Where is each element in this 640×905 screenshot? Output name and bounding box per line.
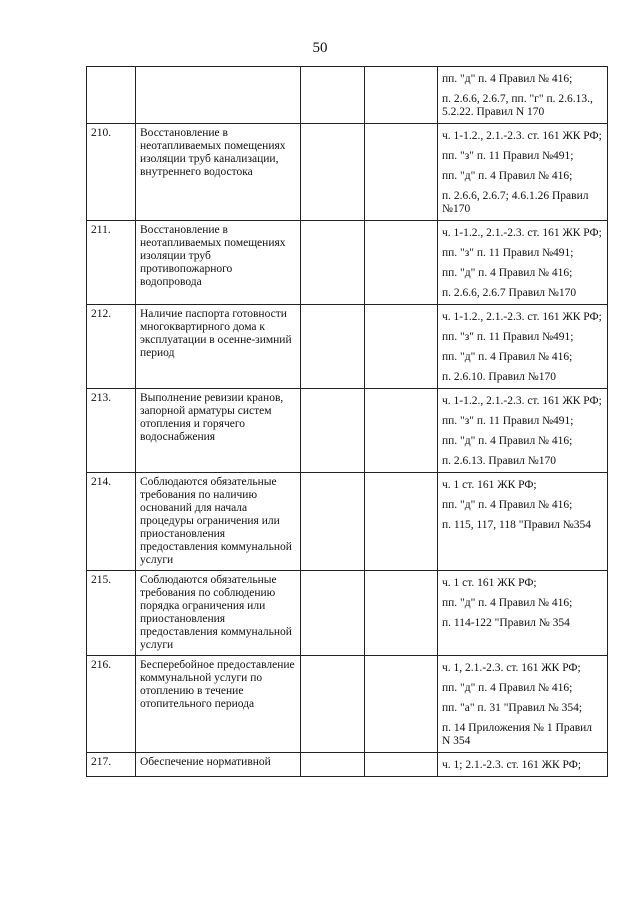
legal-reference: пп. "з" п. 11 Правил №491; (442, 247, 574, 259)
legal-reference: ч. 1-1.2., 2.1.-2.3. ст. 161 ЖК РФ; (442, 395, 602, 407)
empty-cell (301, 753, 365, 777)
legal-reference: пп. "д" п. 4 Правил № 416; (442, 351, 573, 363)
legal-reference: пп. "д" п. 4 Правил № 416; (442, 435, 573, 447)
legal-reference: пп. "з" п. 11 Правил №491; (442, 331, 574, 343)
row-number: 210. (87, 124, 136, 221)
legal-reference: пп. "д" п. 4 Правил № 416; (442, 499, 573, 511)
empty-cell (365, 389, 438, 473)
legal-reference: ч. 1-1.2., 2.1.-2.3. ст. 161 ЖК РФ; (442, 130, 602, 142)
legal-reference: пп. "з" п. 11 Правил №491; (442, 150, 574, 162)
row-number: 217. (87, 753, 136, 777)
empty-cell (365, 67, 438, 124)
row-number: 211. (87, 221, 136, 305)
requirement-description: Восстановление в неотапливаемых помещениях изоляции труб противопожарного водопровода (136, 221, 301, 305)
row-number: 212. (87, 305, 136, 389)
legal-reference: п. 115, 117, 118 "Правил №354 (442, 519, 592, 531)
empty-cell (365, 571, 438, 656)
empty-cell (301, 473, 365, 571)
table-row (87, 305, 608, 389)
legal-reference: ч. 1 ст. 161 ЖК РФ; (442, 479, 537, 491)
row-number: 216. (87, 656, 136, 753)
requirement-description: Восстановление в неотапливаемых помещениях изоляции труб канализации, внутреннего водостока (136, 124, 301, 221)
legal-reference: пп. "д" п. 4 Правил № 416; (442, 73, 573, 85)
legal-reference: пп. "д" п. 4 Правил № 416; (442, 170, 573, 182)
empty-cell (365, 221, 438, 305)
legal-references (438, 389, 608, 473)
legal-reference: пп. "д" п. 4 Правил № 416; (442, 682, 573, 694)
row-number: 215. (87, 571, 136, 656)
empty-cell (365, 753, 438, 777)
empty-cell (301, 67, 365, 124)
legal-reference: п. 2.6.6, 2.6.7; 4.6.1.26 Правил №170 (442, 190, 589, 215)
empty-cell (365, 473, 438, 571)
table-row (87, 473, 608, 571)
table-row (87, 753, 608, 777)
legal-references (438, 571, 608, 656)
table-row (87, 571, 608, 656)
legal-reference: п. 114-122 "Правил № 354 (442, 617, 570, 629)
legal-references (438, 473, 608, 571)
row-number (87, 67, 136, 124)
requirement-description (136, 67, 301, 124)
table-row (87, 67, 608, 124)
legal-reference: п. 14 Приложения № 1 Правил N 354 (442, 722, 593, 747)
legal-reference: ч. 1 ст. 161 ЖК РФ; (442, 577, 537, 589)
legal-reference: п. 2.6.13. Правил №170 (442, 455, 556, 467)
legal-references (438, 124, 608, 221)
legal-reference: ч. 1, 2.1.-2.3. ст. 161 ЖК РФ; (442, 662, 581, 674)
requirement-description: Бесперебойное предоставление коммунальной услуги по отоплению в течение отопительного периода (136, 656, 301, 753)
empty-cell (301, 305, 365, 389)
legal-references (438, 656, 608, 753)
table-row (87, 221, 608, 305)
legal-reference: п. 2.6.6, 2.6.7 Правил №170 (442, 287, 577, 299)
legal-reference: пп. "д" п. 4 Правил № 416; (442, 267, 573, 279)
legal-reference: ч. 1-1.2., 2.1.-2.3. ст. 161 ЖК РФ; (442, 311, 602, 323)
legal-reference: пп. "з" п. 11 Правил №491; (442, 415, 574, 427)
empty-cell (365, 124, 438, 221)
legal-references (438, 305, 608, 389)
requirement-description: Наличие паспорта готовности многоквартирного дома к эксплуатации в осенне-зимний период (136, 305, 301, 389)
page-number: 50 (312, 40, 328, 56)
table-row (87, 656, 608, 753)
requirement-description: Соблюдаются обязательные требования по наличию оснований для начала процедуры ограничения или приостановления предоставления коммунальной услуги (136, 473, 301, 571)
legal-reference: п. 2.6.6, 2.6.7, пп. "г" п. 2.6.13., 5.2.22. Правил N 170 (442, 93, 593, 118)
requirement-description: Соблюдаются обязательные требования по соблюдению порядка ограничения или приостановления предоставления коммунальной услуги (136, 571, 301, 656)
legal-reference: ч. 1; 2.1.-2.3. ст. 161 ЖК РФ; (442, 759, 582, 771)
legal-references (438, 67, 608, 124)
table-row (87, 124, 608, 221)
empty-cell (301, 124, 365, 221)
legal-reference: пп. "д" п. 4 Правил № 416; (442, 597, 573, 609)
table-row (87, 389, 608, 473)
row-number: 213. (87, 389, 136, 473)
requirement-description: Обеспечение нормативной (136, 753, 301, 777)
legal-references (438, 753, 608, 777)
empty-cell (365, 656, 438, 753)
empty-cell (301, 571, 365, 656)
requirements-table (86, 66, 608, 777)
legal-reference: п. 2.6.10. Правил №170 (442, 371, 556, 383)
legal-reference: ч. 1-1.2., 2.1.-2.3. ст. 161 ЖК РФ; (442, 227, 602, 239)
legal-reference: пп. "а" п. 31 "Правил № 354; (442, 702, 583, 714)
empty-cell (301, 656, 365, 753)
requirement-description: Выполнение ревизии кранов, запорной арматуры систем отопления и горячего водоснабжения (136, 389, 301, 473)
legal-references (438, 221, 608, 305)
empty-cell (301, 221, 365, 305)
empty-cell (301, 389, 365, 473)
empty-cell (365, 305, 438, 389)
row-number: 214. (87, 473, 136, 571)
